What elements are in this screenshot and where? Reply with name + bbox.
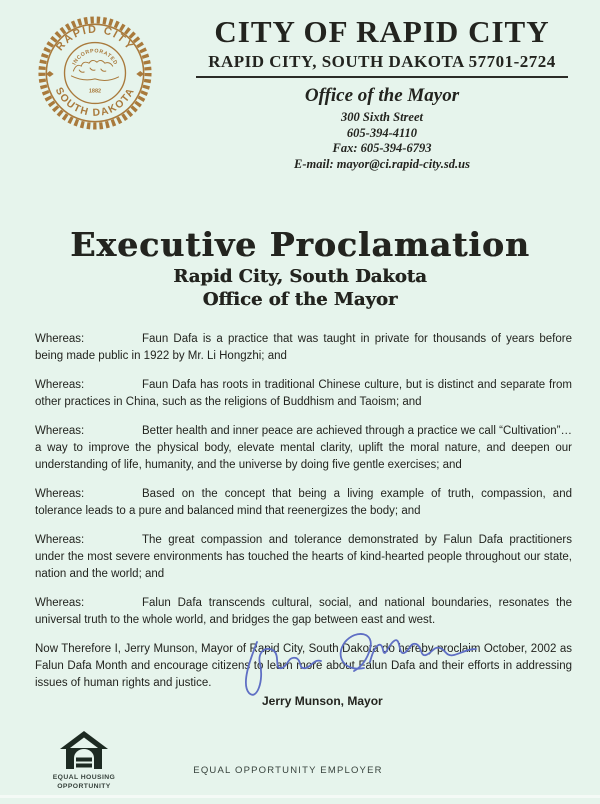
equal-housing-line1: EQUAL HOUSING (52, 774, 116, 781)
email-address: E-mail: mayor@ci.rapid-city.sd.us (294, 156, 470, 171)
contact-block (172, 85, 592, 172)
equal-housing-opportunity-icon (60, 731, 108, 773)
letterhead-divider (196, 76, 568, 78)
letterhead (172, 15, 592, 78)
svg-text:INCORPORATED (72, 48, 119, 66)
whereas-label: Whereas: (35, 534, 85, 546)
whereas-label: Whereas: (35, 425, 85, 437)
equal-opportunity-employer-text: EQUAL OPPORTUNITY EMPLOYER (193, 765, 383, 776)
letterhead-address-line: RAPID CITY, SOUTH DAKOTA 57701-2724 (208, 52, 556, 71)
scan-artifact-strip (0, 795, 600, 798)
phone-number: 605-394-4110 (346, 125, 418, 140)
whereas-label: Whereas: (35, 488, 85, 500)
seal-bottom-text: SOUTH DAKOTA (52, 85, 138, 119)
whereas-label: Whereas: (35, 597, 85, 609)
seal-incorporated-text: INCORPORATED (71, 48, 119, 67)
equal-housing-caption (42, 774, 126, 791)
clause-text: Faun Dafa is a practice that was taught in private for thousands of years before being made public in 1922 by Mr. Li Hongzhi; and (35, 333, 572, 362)
fax-number: Fax: 605-394-6793 (332, 141, 432, 155)
whereas-clause-3 (35, 423, 572, 474)
whereas-clause-1 (35, 331, 572, 365)
proclamation-title-block (0, 226, 600, 310)
whereas-clause-6 (35, 595, 572, 629)
closing-paragraph: Now Therefore I, Jerry Munson, Mayor of Rapid City, South Dakota do hereby proclaim October, 2002 as Falun Dafa Month and encourage citizens to learn more about Falun Dafa and their efforts in addressing issues of human rights and justice. (35, 643, 572, 689)
whereas-clause-4 (35, 486, 572, 520)
seal-year-text: 1882 (88, 88, 102, 95)
whereas-clause-5 (35, 532, 572, 583)
street-address: 300 Sixth Street (341, 110, 423, 124)
whereas-label: Whereas: (35, 333, 85, 345)
clause-text: Based on the concept that being a living example of truth, compassion, and tolerance leads to a pure and balanced mind that reenergizes the body; and (35, 488, 572, 517)
whereas-clause-2 (35, 377, 572, 411)
clause-text: Faun Dafa has roots in traditional Chinese culture, but is distinct and separate from other practices in China, such as the religions of Buddhism and Taoism; and (35, 379, 572, 408)
signer-name-line: Jerry Munson, Mayor (262, 694, 383, 708)
office-of-mayor-heading: Office of the Mayor (304, 85, 460, 106)
rushmore-sketch (71, 60, 118, 80)
whereas-label: Whereas: (35, 379, 85, 391)
proclamation-subtitle-office: Office of the Mayor (202, 289, 398, 310)
proclamation-subtitle-city: Rapid City, South Dakota (173, 266, 427, 287)
clause-text: The great compassion and tolerance demonstrated by Falun Dafa practitioners under the most severe environments has touched the hearts of kind-hearted people throughout our state, nation and the world; and (35, 534, 572, 580)
proclamation-title: Executive Proclamation (70, 225, 530, 264)
seal-top-text: RAPID CITY (53, 23, 137, 54)
clause-text: Falun Dafa transcends cultural, social, and national boundaries, resonates the universal truth to the whole world, and bridges the gap between east and west. (35, 597, 572, 626)
letterhead-title: CITY OF RAPID CITY (214, 14, 550, 49)
clause-text: Better health and inner peace are achieved through a practice we call “Cultivation”…a way to improve the physical body, elevate mental clarity, uplift the moral nature, and deepen our understanding of life, humanity, and the universe by doing five gentle exercises; and (35, 425, 572, 471)
mayor-signature-icon (233, 626, 481, 700)
equal-housing-line2: OPPORTUNITY (57, 782, 111, 790)
city-seal-icon (36, 14, 154, 132)
